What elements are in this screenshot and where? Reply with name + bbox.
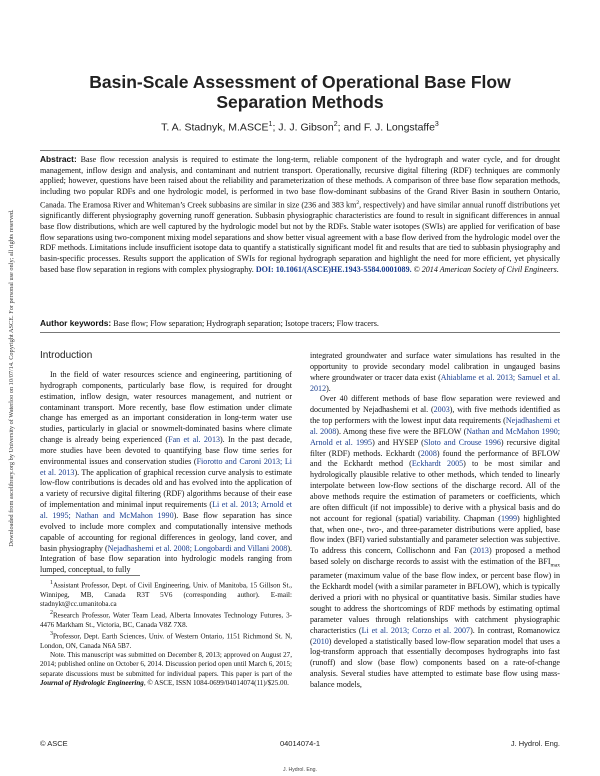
right-paragraph-1: integrated groundwater and surface water simulations has resulted in the opportunity to provide secondary model calibration in ungauged basins where groundwater or tracer data exist (Ahiablame et al. 2013; Samuel et al. 2012). — [310, 351, 560, 393]
doi-link[interactable]: DOI: 10.1061/(ASCE)HE.1943-5584.0001089. — [255, 264, 412, 274]
right-column — [310, 351, 560, 691]
keywords-label: Author keywords: — [40, 318, 112, 328]
footer-copyright: © ASCE — [40, 739, 68, 748]
author-3: ; and F. J. Longstaffe — [337, 121, 435, 134]
keywords-bottom-rule — [40, 332, 560, 333]
citation-link[interactable]: 1999 — [500, 513, 518, 523]
page-footer-journal: J. Hydrol. Eng. — [282, 767, 318, 773]
footnotes — [40, 579, 292, 688]
footnote-3: $^3$Professor, Dept. Earth Sciences, Univ. of Western Ontario, 1151 Richmond St. N, London, ON, Canada N6A 5B7. — [40, 631, 292, 650]
footer-page-id: 04014074-1 — [279, 739, 321, 748]
footnote-1: $^1$Assistant Professor, Dept. of Civil Engineering, Univ. of Manitoba, 15 Gillson St., Winnipeg, MB, Canada R3T 5V6 (corresponding author). E-mail: stadnykt@cc.umanitoba.ca — [40, 580, 292, 608]
citation-link[interactable]: 2010 — [312, 636, 329, 646]
citation-link[interactable]: Nejadhashemi et al. 2008; Longobardi and Villani 2008 — [107, 543, 288, 553]
citation-link[interactable]: Eckhardt 2005 — [411, 459, 464, 469]
copyright-notice: © 2014 American Society of Civil Engineers. — [411, 264, 559, 274]
footnote-2: $^2$Research Professor, Water Team Lead, Alberta Innovates Technology Futures, 3-4476 Markham St., Victoria, BC, Canada V8Z 7X8. — [40, 610, 292, 629]
citation-link[interactable]: 2008 — [420, 448, 437, 458]
citation-link[interactable]: Sloto and Crouse 1996 — [423, 437, 501, 447]
citation-link[interactable]: Fan et al. 2013 — [168, 435, 220, 445]
paper-title — [50, 72, 550, 112]
abstract-top-rule — [40, 150, 560, 151]
author-keywords: Author keywords: Base flow; Flow separation; Hydrograph separation; Isotope tracers; Flow tracers. — [40, 318, 379, 328]
citation-link[interactable]: Li et al. 2013; Corzo et al. 2007 — [361, 625, 471, 635]
left-column — [40, 370, 292, 576]
submission-note: Note. This manuscript was submitted on December 8, 2013; approved on August 27, 2014; published online on October 6, 2014. Discussion period open until March 6, 2015; separate discussions must be submitted for individual papers. This paper is part of the Journal of Hydrologic Engineering, © ASCE, ISSN 1084-0699/04014074(11)/$25.00. — [40, 651, 292, 688]
citation-link[interactable]: Nejadhashemi et al. 2008 — [310, 416, 560, 436]
section-heading-introduction: Introduction — [40, 350, 93, 361]
citation-link[interactable]: 2013 — [472, 546, 489, 556]
author-1: T. A. Stadnyk, M.ASCE — [161, 121, 269, 134]
abstract-label: Abstract: — [40, 154, 77, 164]
citation-link[interactable]: Nathan and McMahon 1990; Arnold et al. 1995 — [310, 426, 560, 447]
title-line-1: Basin-Scale Assessment of Operational Base Flow — [89, 72, 511, 92]
author-list: T. A. Stadnyk, M.ASCE$^1$; J. J. Gibson$^2$; and F. J. Longstaffe$^3$ — [161, 121, 439, 134]
title-line-2: Separation Methods — [216, 92, 384, 112]
footer-journal-abbrev: J. Hydrol. Eng. — [510, 739, 560, 748]
footnote-rule — [40, 575, 140, 576]
download-sidebar-notice: Downloaded from ascelibrary.org by University of Waterloo on 10/07/14. Copyright ASCE. For personal use only; all rights reserved. — [8, 209, 15, 547]
citation-link[interactable]: Li et al. 2013; Arnold et al. 1995; Nathan and McMahon 1990 — [40, 500, 293, 520]
right-paragraph-2: Over 40 different methods of base flow separation were reviewed and documented by Nejadhashemi et al. (2003), with five methods identified as the top performers with the lowest input data requirements (Nejadhashemi et al. 2008). Among these five were the BFLOW (Nathan and McMahon 1990; Arnold et al. 1995) and HYSEP (Sloto and Crouse 1996) recursive digital filter (RDF) methods. Eckhardt (2008) found the performance of BFLOW and the Eckhardt method (Eckhardt 2005) to be most similar and hydrologically plausible relative to other methods, which tended to linearly interpolate between low-flow sections of the discharge record. All of the above methods require the estimation of parameters or coefficients, which are often difficult (if not impossible) to derive with a physical basis and do not account for regional (spatial) variability. Chapman (1999) highlighted that, when one-, two-, and three-parameter distributions were applied, base flow index (BFI) varied substantially and parameter selection was subjective. To address this concern, Collischonn and Fan (2013) proposed a method based solely on discharge records to assist with the estimation of the $BFI_{max}$ parameter (maximum value of the base flow index, or percent base flow) in the Eckhardt model (with a similar parameter in BFLOW), which is typically derived a priori with no physical or quantitative basis. Similar studies have sought to address the shortcomings of RDF methods by estimating optimal parameter values through relationships with catchment physiographic characteristics (Li et al. 2013; Corzo et al. 2007). In contrast, Romanowicz (2010) developed a statistically based low-flow separation model that uses a log-transform approach that essentially decomposes hydrographs into fast (runoff) and slow (base flow) components based on a rate-of-change analysis. Several studies have attempted to estimate base flow using mass-balance models, — [310, 394, 561, 689]
citation-link[interactable]: Fiorotto and Caroni 2013; Li et al. 2013 — [40, 456, 292, 477]
author-2: ; J. J. Gibson — [272, 121, 334, 134]
citation-link[interactable]: Ahiablame et al. 2013; Samuel et al. 2012 — [310, 372, 560, 393]
citation-link[interactable]: 2003 — [433, 405, 450, 415]
abstract: Abstract: Base flow recession analysis is required to estimate the long-term, reliable component of the hydrograph and water cycle, and for drought management, inflow design and analysis, and contaminant and nutrient transport. Operationally, recursive digital filtering (RDF) techniques are commonly applied; however, questions have been raised about the reliability and parameterization of these methods. A comparison of three base flow separation methods, including two popular RDFs and one hydrologic model, is performed in two base flow-dominant subbasins of the Grand River Basin in southern Ontario, Canada. The Eramosa River and Whiteman’s Creek subbasins are similar in size (236 and 383 $km^2$, respectively) and have similar annual runoff distributions yet significantly different physiography governing runoff generation. Subbasin physiographic characteristics are found to result in significant differences in annual base flow distributions, which are well captured by the hydrologic model but not by the RDFs. Stable water isotopes (SWIs) are applied for verification of base flow separations using two-component mixing model separations and show better visual agreement with a base flow derived from the hydrologic model over the RDF methods. Limitations include insufficient isotope data to quantify a statistically significant model fit and results that are tied to subbasin physiography and basin-specific processes. Results support the application of SWIs for regional hydrograph separation and highlight the need for more efficient, yet physically based base flow separation in regions with complex physiography. DOI: 10.1061/(ASCE)HE.1943-5584.0001089. © 2014 American Society of Civil Engineers. — [40, 154, 560, 274]
intro-paragraph-1: In the field of water resources science and engineering, partitioning of hydrograph components, particularly base flow, is required for drought estimation, inflow design, water resources management, and nutrient or contaminant transport. More recently, base flow estimation under climate change has emerged as an important consideration in long-term water use studies, particularly in glacial or snowmelt-dominated basins where climate change is already being experienced (Fan et al. 2013). In the past decade, more studies have been devoted to quantifying base flow time series for environmental issues and conservation studies (Fiorotto and Caroni 2013; Li et al. 2013). The application of graphical recession curve analysis to estimate low-flow contributions is decades old and has evolved into the application of a variety of recursive digital filtering (RDF) algorithms because of their ease of implementation and minimal input requirements (Li et al. 2013; Arnold et al. 1995; Nathan and McMahon 1990). Base flow separation has since evolved to include more complex and computationally intensive methods capable of accounting for regional differences in geology, land cover, and basin physiography (Nejadhashemi et al. 2008; Longobardi and Villani 2008). Integration of base flow separation into hydrologic models ranging from lumped, conceptual, to fully — [40, 370, 293, 575]
